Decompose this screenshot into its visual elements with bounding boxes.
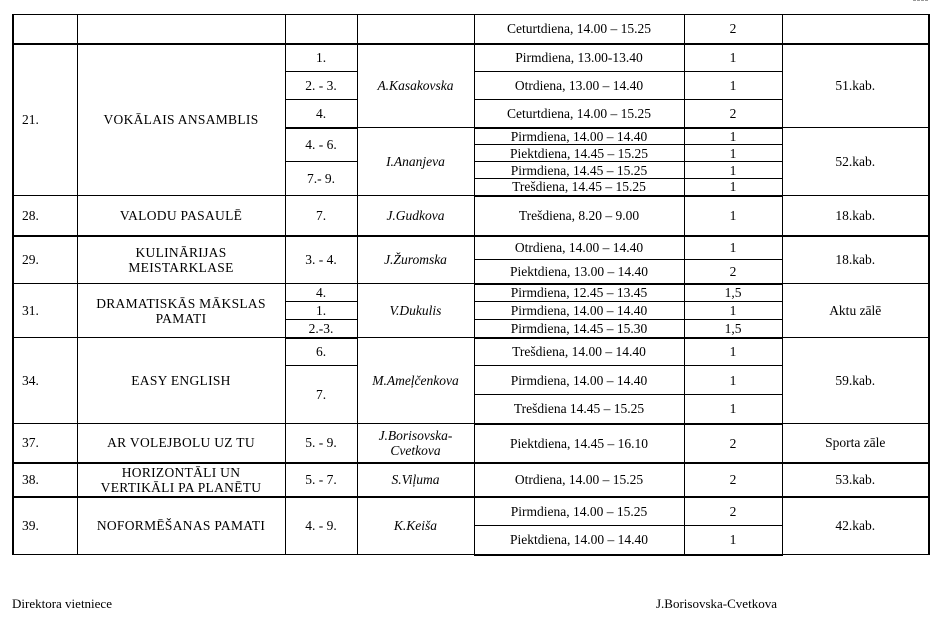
- room-cell: Sporta zāle: [782, 424, 929, 463]
- number-cell: 38.: [13, 463, 77, 497]
- time-cell: Pirmdiena, 14.45 – 15.25: [474, 162, 684, 179]
- number-cell: 37.: [13, 424, 77, 463]
- grade-cell: 7.- 9.: [285, 162, 357, 196]
- time-cell: Pirmdiena, 12.45 – 13.45: [474, 284, 684, 302]
- number-cell: 28.: [13, 196, 77, 236]
- hours-cell: 2: [684, 100, 782, 128]
- room-cell: Aktu zālē: [782, 284, 929, 338]
- name-cell: [77, 236, 285, 284]
- grade-cell: 4.: [285, 100, 357, 128]
- time-cell: Pirmdiena, 14.00 – 14.40: [474, 128, 684, 145]
- hours-cell: 1: [684, 128, 782, 145]
- grade-cell: 2.-3.: [285, 320, 357, 338]
- room-cell: [782, 15, 929, 44]
- hours-cell: 1: [684, 44, 782, 72]
- grade-cell: 4.: [285, 284, 357, 302]
- hours-cell: 1: [684, 302, 782, 320]
- time-cell: Pirmdiena, 14.00 – 15.25: [474, 497, 684, 526]
- room-cell: 52.kab.: [782, 128, 929, 196]
- page-edge-marker: [913, 0, 928, 1]
- room-cell: 59.kab.: [782, 338, 929, 424]
- number-cell: 21.: [13, 44, 77, 196]
- name-cell: NOFORMĒŠANAS PAMATI: [77, 497, 285, 555]
- time-cell: Piektdiena, 14.45 – 16.10: [474, 424, 684, 463]
- teacher-cell: S.Viļuma: [357, 463, 474, 497]
- hours-cell: 1: [684, 526, 782, 555]
- name-cell: EASY ENGLISH: [77, 338, 285, 424]
- room-cell: 53.kab.: [782, 463, 929, 497]
- time-cell: Pirmdiena, 14.45 – 15.30: [474, 320, 684, 338]
- teacher-cell: K.Keiša: [357, 497, 474, 555]
- time-cell: Trešdiena, 8.20 – 9.00: [474, 196, 684, 236]
- number-cell: [13, 15, 77, 44]
- number-cell: 29.: [13, 236, 77, 284]
- teacher-cell: [357, 424, 474, 463]
- footer-signatory-name: J.Borisovska-Cvetkova: [656, 596, 777, 611]
- table-row: [13, 196, 929, 236]
- grade-cell: 3. - 4.: [285, 236, 357, 284]
- teacher-cell: J.Žuromska: [357, 236, 474, 284]
- time-cell: Otrdiena, 13.00 – 14.40: [474, 72, 684, 100]
- hours-cell: 1,5: [684, 320, 782, 338]
- table-row: [13, 338, 929, 366]
- grade-cell: 1.: [285, 302, 357, 320]
- hours-cell: 1: [684, 196, 782, 236]
- time-cell: Ceturtdiena, 14.00 – 15.25: [474, 100, 684, 128]
- time-cell: Trešdiena, 14.45 – 15.25: [474, 179, 684, 196]
- table-row: [13, 284, 929, 302]
- grade-cell: 2. - 3.: [285, 72, 357, 100]
- time-cell: Trešdiena, 14.00 – 14.40: [474, 338, 684, 366]
- time-cell: Piektdiena, 14.45 – 15.25: [474, 145, 684, 162]
- hours-cell: 1: [684, 236, 782, 260]
- name-line: VERTIKĀLI PA PLANĒTU: [100, 479, 262, 495]
- name-line: HORIZONTĀLI UN: [121, 464, 241, 480]
- time-cell: Pirmdiena, 14.00 – 14.40: [474, 302, 684, 320]
- time-cell: Pirmdiena, 13.00-13.40: [474, 44, 684, 72]
- table-row: [13, 236, 929, 260]
- grade-cell: 5. - 7.: [285, 463, 357, 497]
- grade-cell: 4. - 9.: [285, 497, 357, 555]
- table-row: [13, 463, 929, 497]
- name-cell: VOKĀLAIS ANSAMBLIS: [77, 44, 285, 196]
- time-cell: Ceturtdiena, 14.00 – 15.25: [474, 15, 684, 44]
- teacher-cell: A.Kasakovska: [357, 44, 474, 128]
- grade-cell: 1.: [285, 44, 357, 72]
- teacher-cell: M.Ameļčenkova: [357, 338, 474, 424]
- grade-cell: 4. - 6.: [285, 128, 357, 162]
- hours-cell: 1: [684, 145, 782, 162]
- room-cell: 51.kab.: [782, 44, 929, 128]
- grade-cell: 7.: [285, 196, 357, 236]
- time-cell: Piektdiena, 13.00 – 14.40: [474, 260, 684, 284]
- hours-cell: 1: [684, 179, 782, 196]
- name-cell: VALODU PASAULĒ: [77, 196, 285, 236]
- grade-cell: 6.: [285, 338, 357, 366]
- footer-position-label: Direktora vietniece: [12, 596, 112, 611]
- number-cell: 39.: [13, 497, 77, 555]
- name-line: DRAMATISKĀS MĀKSLAS: [96, 295, 266, 311]
- name-cell: [77, 463, 285, 497]
- hours-cell: 1: [684, 338, 782, 366]
- schedule-table: [12, 14, 930, 556]
- room-cell: 18.kab.: [782, 236, 929, 284]
- hours-cell: 2: [684, 260, 782, 284]
- time-cell: Piektdiena, 14.00 – 14.40: [474, 526, 684, 555]
- name-line: PAMATI: [155, 310, 207, 326]
- hours-cell: 2: [684, 424, 782, 463]
- hours-cell: 1: [684, 162, 782, 179]
- name-cell: [77, 284, 285, 338]
- room-cell: 18.kab.: [782, 196, 929, 236]
- name-line: KULINĀRIJAS: [135, 244, 227, 260]
- table-row: [13, 15, 929, 44]
- hours-cell: 1: [684, 72, 782, 100]
- number-cell: 34.: [13, 338, 77, 424]
- hours-cell: 2: [684, 463, 782, 497]
- table-row: [13, 44, 929, 72]
- table-row: [13, 497, 929, 526]
- hours-cell: 1: [684, 366, 782, 395]
- name-cell: AR VOLEJBOLU UZ TU: [77, 424, 285, 463]
- hours-cell: 2: [684, 15, 782, 44]
- grade-cell: 7.: [285, 366, 357, 424]
- grade-cell: [285, 15, 357, 44]
- teacher-cell: V.Dukulis: [357, 284, 474, 338]
- teacher-line: J.Borisovska-: [378, 427, 453, 443]
- time-cell: Pirmdiena, 14.00 – 14.40: [474, 366, 684, 395]
- hours-cell: 1: [684, 395, 782, 424]
- teacher-cell: I.Ananjeva: [357, 128, 474, 196]
- name-line: MEISTARKLASE: [128, 259, 234, 275]
- hours-cell: 1,5: [684, 284, 782, 302]
- time-cell: Trešdiena 14.45 – 15.25: [474, 395, 684, 424]
- teacher-cell: [357, 15, 474, 44]
- time-cell: Otrdiena, 14.00 – 14.40: [474, 236, 684, 260]
- name-cell: [77, 15, 285, 44]
- teacher-line: Cvetkova: [390, 442, 441, 458]
- room-cell: 42.kab.: [782, 497, 929, 555]
- grade-cell: 5. - 9.: [285, 424, 357, 463]
- table-row: [13, 424, 929, 463]
- hours-cell: 2: [684, 497, 782, 526]
- teacher-cell: J.Gudkova: [357, 196, 474, 236]
- time-cell: Otrdiena, 14.00 – 15.25: [474, 463, 684, 497]
- number-cell: 31.: [13, 284, 77, 338]
